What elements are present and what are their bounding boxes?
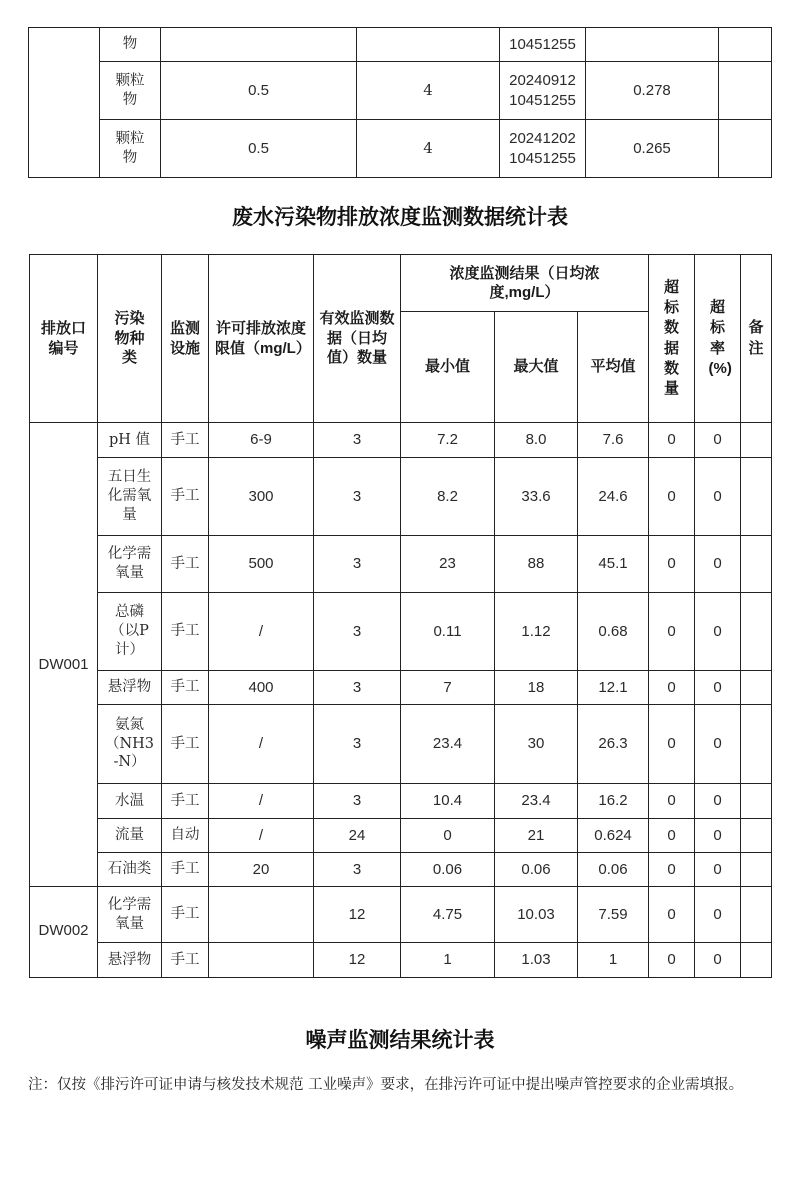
facility-cell: 手工 — [162, 423, 209, 458]
header-text: 监测设施 — [169, 320, 200, 357]
time-line: 20241202 — [509, 130, 576, 147]
max-cell: 23.4 — [495, 784, 578, 819]
facility-cell: 手工 — [162, 536, 209, 593]
pollutant-text: 氨氮（NH3-N） — [104, 716, 155, 771]
exceed-rate-cell: 0 — [695, 593, 741, 671]
count-cell: 24 — [314, 819, 401, 853]
header-text: 污染物种类 — [114, 310, 145, 367]
facility-cell: 手工 — [162, 887, 209, 943]
table-row — [30, 784, 772, 819]
table-row — [29, 28, 772, 62]
max-cell: 33.6 — [495, 458, 578, 536]
min-cell: 0 — [401, 819, 495, 853]
facility-cell: 手工 — [162, 593, 209, 671]
exceed-rate-cell: 0 — [695, 536, 741, 593]
header-remark — [741, 255, 772, 423]
limit-cell — [209, 887, 314, 943]
max-cell: 30 — [495, 705, 578, 784]
header-text: 超标率(%) — [708, 299, 732, 377]
remark-cell — [741, 458, 772, 536]
remark-cell — [741, 536, 772, 593]
max-cell: 8.0 — [495, 423, 578, 458]
remark-cell — [741, 887, 772, 943]
avg-cell: 16.2 — [578, 784, 649, 819]
avg-cell: 12.1 — [578, 671, 649, 705]
note-cell — [719, 120, 772, 178]
pollutant-text: 颗粒物 — [115, 130, 145, 166]
table-row — [30, 853, 772, 887]
table-row — [30, 423, 772, 458]
header-min: 最小值 — [401, 312, 495, 423]
min-cell: 23.4 — [401, 705, 495, 784]
remark-cell — [741, 705, 772, 784]
header-count — [314, 255, 401, 423]
exceed-count-cell: 0 — [649, 423, 695, 458]
facility-cell: 手工 — [162, 671, 209, 705]
max-cell: 0.06 — [495, 853, 578, 887]
time-cell — [500, 28, 586, 62]
pollutant-cell — [98, 593, 162, 671]
table-row — [30, 536, 772, 593]
limit-cell: / — [209, 593, 314, 671]
min-cell: 0.06 — [401, 853, 495, 887]
facility-cell: 手工 — [162, 943, 209, 978]
wastewater-table-title: 废水污染物排放浓度监测数据统计表 — [232, 206, 568, 229]
pollutant-text: 颗粒物 — [115, 72, 145, 108]
exceed-rate-cell: 0 — [695, 784, 741, 819]
max-cell: 1.12 — [495, 593, 578, 671]
exceed-count-cell: 0 — [649, 784, 695, 819]
exceed-rate-cell: 0 — [695, 458, 741, 536]
min-cell: 4.75 — [401, 887, 495, 943]
pollutant-text: 总磷（以P计） — [110, 604, 149, 658]
pollutant-text: 化学需氧量 — [107, 546, 152, 581]
exceed-count-cell: 0 — [649, 887, 695, 943]
table-row — [30, 887, 772, 943]
header-text: 浓度监测结果（日均浓度,mg/L） — [449, 264, 600, 301]
avg-cell: 45.1 — [578, 536, 649, 593]
table-row — [30, 943, 772, 978]
min-cell: 1 — [401, 943, 495, 978]
note-cell — [719, 62, 772, 120]
limit-cell: / — [209, 819, 314, 853]
table-row — [29, 62, 772, 120]
header-facility — [162, 255, 209, 423]
count-cell: 3 — [314, 671, 401, 705]
header-max: 最大值 — [495, 312, 578, 423]
noise-table-title: 噪声监测结果统计表 — [305, 1029, 495, 1052]
avg-cell: 0.68 — [578, 593, 649, 671]
limit-cell: 6-9 — [209, 423, 314, 458]
facility-cell: 手工 — [162, 853, 209, 887]
facility-cell: 手工 — [162, 705, 209, 784]
min-cell: 23 — [401, 536, 495, 593]
table-row — [30, 458, 772, 536]
remark-cell — [741, 943, 772, 978]
exceed-count-cell: 0 — [649, 819, 695, 853]
limit-cell — [209, 943, 314, 978]
pollutant-cell — [98, 536, 162, 593]
pollutant-text: 化学需氧量 — [107, 896, 152, 932]
header-outlet — [30, 255, 98, 423]
header-pollutant — [98, 255, 162, 423]
exhaust-data-table-continuation — [28, 27, 772, 178]
exceed-count-cell: 0 — [649, 593, 695, 671]
time-line: 10451255 — [509, 91, 576, 109]
table-row — [30, 671, 772, 705]
header-text: 有效监测数据（日均值）数量 — [319, 310, 395, 367]
count-cell — [357, 28, 500, 62]
header-limit — [209, 255, 314, 423]
pollutant-cell: 石油类 — [98, 853, 162, 887]
remark-cell — [741, 819, 772, 853]
pollutant-cell — [98, 705, 162, 784]
pollutant-cell: 物 — [100, 28, 161, 62]
max-cell: 1.03 — [495, 943, 578, 978]
limit-cell — [161, 28, 357, 62]
outlet-id-cell: DW001 — [30, 423, 98, 887]
exceed-count-cell: 0 — [649, 536, 695, 593]
facility-cell: 手工 — [162, 784, 209, 819]
exceed-rate-cell: 0 — [695, 943, 741, 978]
outlet-cell — [29, 28, 100, 178]
remark-cell — [741, 423, 772, 458]
count-cell: 3 — [314, 423, 401, 458]
min-cell: 10.4 — [401, 784, 495, 819]
exceed-rate-cell: 0 — [695, 887, 741, 943]
avg-cell: 7.59 — [578, 887, 649, 943]
count-cell: 3 — [314, 784, 401, 819]
remark-cell — [741, 593, 772, 671]
remark-cell — [741, 671, 772, 705]
pollutant-cell — [100, 120, 161, 178]
limit-cell: 300 — [209, 458, 314, 536]
table-row — [30, 705, 772, 784]
avg-cell: 1 — [578, 943, 649, 978]
limit-cell: 400 — [209, 671, 314, 705]
header-exceed-count — [649, 255, 695, 423]
limit-cell: 500 — [209, 536, 314, 593]
table-row — [30, 819, 772, 853]
exceed-count-cell: 0 — [649, 853, 695, 887]
max-cell: 21 — [495, 819, 578, 853]
avg-cell: 0.624 — [578, 819, 649, 853]
exceed-rate-cell: 0 — [695, 671, 741, 705]
value-cell: 0.278 — [586, 62, 719, 120]
count-cell: 3 — [314, 458, 401, 536]
header-text: 超标数据数量 — [664, 278, 680, 397]
facility-cell: 手工 — [162, 458, 209, 536]
value-cell — [586, 28, 719, 62]
avg-cell: 0.06 — [578, 853, 649, 887]
time-cell — [500, 62, 586, 120]
count-cell: 12 — [314, 943, 401, 978]
facility-cell: 自动 — [162, 819, 209, 853]
count-cell: 12 — [314, 887, 401, 943]
value-cell: 0.265 — [586, 120, 719, 178]
pollutant-text: 五日生化需氧量 — [107, 469, 152, 523]
header-avg: 平均值 — [578, 312, 649, 423]
header-text: 排放口编号 — [40, 320, 86, 357]
count-cell: 4 — [357, 120, 500, 178]
min-cell: 7.2 — [401, 423, 495, 458]
wastewater-data-table — [29, 254, 772, 978]
max-cell: 18 — [495, 671, 578, 705]
count-cell: 3 — [314, 705, 401, 784]
pollutant-cell: 水温 — [98, 784, 162, 819]
pollutant-cell: 悬浮物 — [98, 943, 162, 978]
avg-cell: 26.3 — [578, 705, 649, 784]
remark-cell — [741, 853, 772, 887]
limit-cell: 20 — [209, 853, 314, 887]
pollutant-cell — [98, 887, 162, 943]
count-cell: 4 — [357, 62, 500, 120]
outlet-id-cell: DW002 — [30, 887, 98, 978]
limit-cell: / — [209, 784, 314, 819]
exceed-count-cell: 0 — [649, 671, 695, 705]
limit-cell: / — [209, 705, 314, 784]
header-text: 许可排放浓度限值（mg/L） — [215, 320, 311, 357]
pollutant-cell: pH 值 — [98, 423, 162, 458]
exceed-rate-cell: 0 — [695, 705, 741, 784]
header-exceed-rate — [695, 255, 741, 423]
exceed-rate-cell: 0 — [695, 853, 741, 887]
pollutant-cell: 悬浮物 — [98, 671, 162, 705]
header-row — [30, 255, 772, 312]
count-cell: 3 — [314, 853, 401, 887]
time-line: 10451255 — [509, 149, 576, 167]
table-row — [30, 593, 772, 671]
exceed-count-cell: 0 — [649, 943, 695, 978]
limit-cell: 0.5 — [161, 62, 357, 120]
exceed-count-cell: 0 — [649, 705, 695, 784]
exceed-count-cell: 0 — [649, 458, 695, 536]
min-cell: 8.2 — [401, 458, 495, 536]
remark-cell — [741, 784, 772, 819]
pollutant-cell — [98, 458, 162, 536]
table-row — [29, 120, 772, 178]
max-cell: 10.03 — [495, 887, 578, 943]
time-cell — [500, 120, 586, 178]
time-line: 20240912 — [509, 72, 576, 89]
avg-cell: 24.6 — [578, 458, 649, 536]
time-line: 10451255 — [509, 35, 576, 53]
pollutant-cell — [100, 62, 161, 120]
header-result-group — [401, 255, 649, 312]
count-cell: 3 — [314, 593, 401, 671]
min-cell: 7 — [401, 671, 495, 705]
avg-cell: 7.6 — [578, 423, 649, 458]
pollutant-cell: 流量 — [98, 819, 162, 853]
min-cell: 0.11 — [401, 593, 495, 671]
limit-cell: 0.5 — [161, 120, 357, 178]
max-cell: 88 — [495, 536, 578, 593]
note-cell — [719, 28, 772, 62]
exceed-rate-cell: 0 — [695, 819, 741, 853]
count-cell: 3 — [314, 536, 401, 593]
noise-note: 注：仅按《排污许可证申请与核发技术规范 工业噪声》要求，在排污许可证中提出噪声管控要求的企业需填报。 — [28, 1077, 744, 1093]
exceed-rate-cell: 0 — [695, 423, 741, 458]
header-text: 备注 — [748, 319, 764, 357]
